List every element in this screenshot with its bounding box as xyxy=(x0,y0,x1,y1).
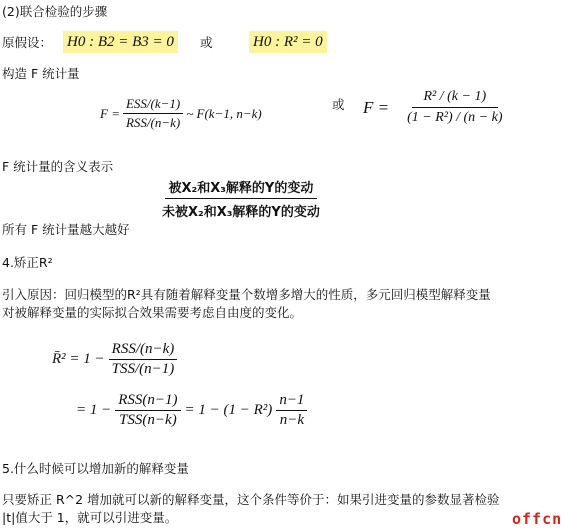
f-formula-1-lhs: F = xyxy=(100,105,120,121)
heading-joint-test: (2)联合检验的步骤 xyxy=(2,4,108,19)
f-formula-2-numerator: R² / (k − 1) xyxy=(412,89,499,108)
adj-r2-line-2-denominator-2: n−k xyxy=(279,412,305,428)
hypothesis-1: H0 : B2 = B3 = 0 xyxy=(63,31,178,53)
heading-add-variable: 5.什么时候可以增加新的解释变量 xyxy=(2,461,189,476)
or-label-1: 或 xyxy=(200,35,213,50)
null-hypothesis-label: 原假设： xyxy=(2,35,53,50)
or-label-2: 或 xyxy=(332,97,345,112)
add-var-line-1: 只要矫正 R^2 增加就可以新的解释变量，这个条件等价于：如果引进变量的参数显著检验 xyxy=(2,492,500,507)
adj-r2-line-2-middle: = 1 − (1 − R²) xyxy=(184,402,273,418)
meaning-fraction xyxy=(158,177,324,220)
adj-r2-line-2-numerator: RSS(n−1) xyxy=(115,392,180,411)
adj-r2-line-2-denominator: TSS(n−k) xyxy=(119,412,177,428)
reason-line-2: 对被解释变量的实际拟合效果需要考虑自由度的变化。 xyxy=(2,305,303,320)
adj-r2-line-2-numerator-2: n−1 xyxy=(276,392,307,411)
adj-r2-line-1-numerator: RSS/(n−k) xyxy=(109,341,178,360)
f-formula-1-denominator: RSS/(n−k) xyxy=(125,115,181,130)
heading-adjusted-r2: 4.矫正R² xyxy=(2,255,53,270)
add-var-line-2: |t|值大于 1，就可以引进变量。 xyxy=(2,510,178,525)
f-meaning-label: F 统计量的含义表示 xyxy=(2,159,114,174)
meaning-denominator: 未被X₂和X₃解释的Y的变动 xyxy=(162,205,320,220)
construct-f-statistic: 构造 F 统计量 xyxy=(2,66,80,81)
adj-r2-formula-line-1 xyxy=(52,341,177,378)
f-formula-1-tail: ~ F(k−1, n−k) xyxy=(186,105,262,121)
adj-r2-line-1-denominator: TSS/(n−1) xyxy=(111,361,175,377)
f-formula-1-numerator: ESS/(k−1) xyxy=(123,96,183,114)
hypothesis-2: H0 : R² = 0 xyxy=(249,31,327,53)
f-formula-2-lhs: F = xyxy=(363,97,390,117)
adj-r2-line-2-lhs: = 1 − xyxy=(76,402,112,418)
f-larger-better: 所有 F 统计量越大越好 xyxy=(2,222,130,237)
adj-r2-formula-line-2 xyxy=(76,392,307,429)
meaning-numerator: 被X₂和X₃解释的Y的变动 xyxy=(165,177,318,199)
f-formula-2-denominator: (1 − R²) / (n − k) xyxy=(407,110,503,125)
f-formula-1 xyxy=(100,96,262,131)
adj-r2-line-1-lhs: R̄² = 1 − xyxy=(52,351,105,367)
reason-line-1: 引入原因：回归模型的R²具有随着解释变量个数增多增大的性质，多元回归模型解释变量 xyxy=(2,287,491,302)
offcn-watermark: offcn xyxy=(512,510,563,528)
f-formula-2 xyxy=(363,89,515,126)
